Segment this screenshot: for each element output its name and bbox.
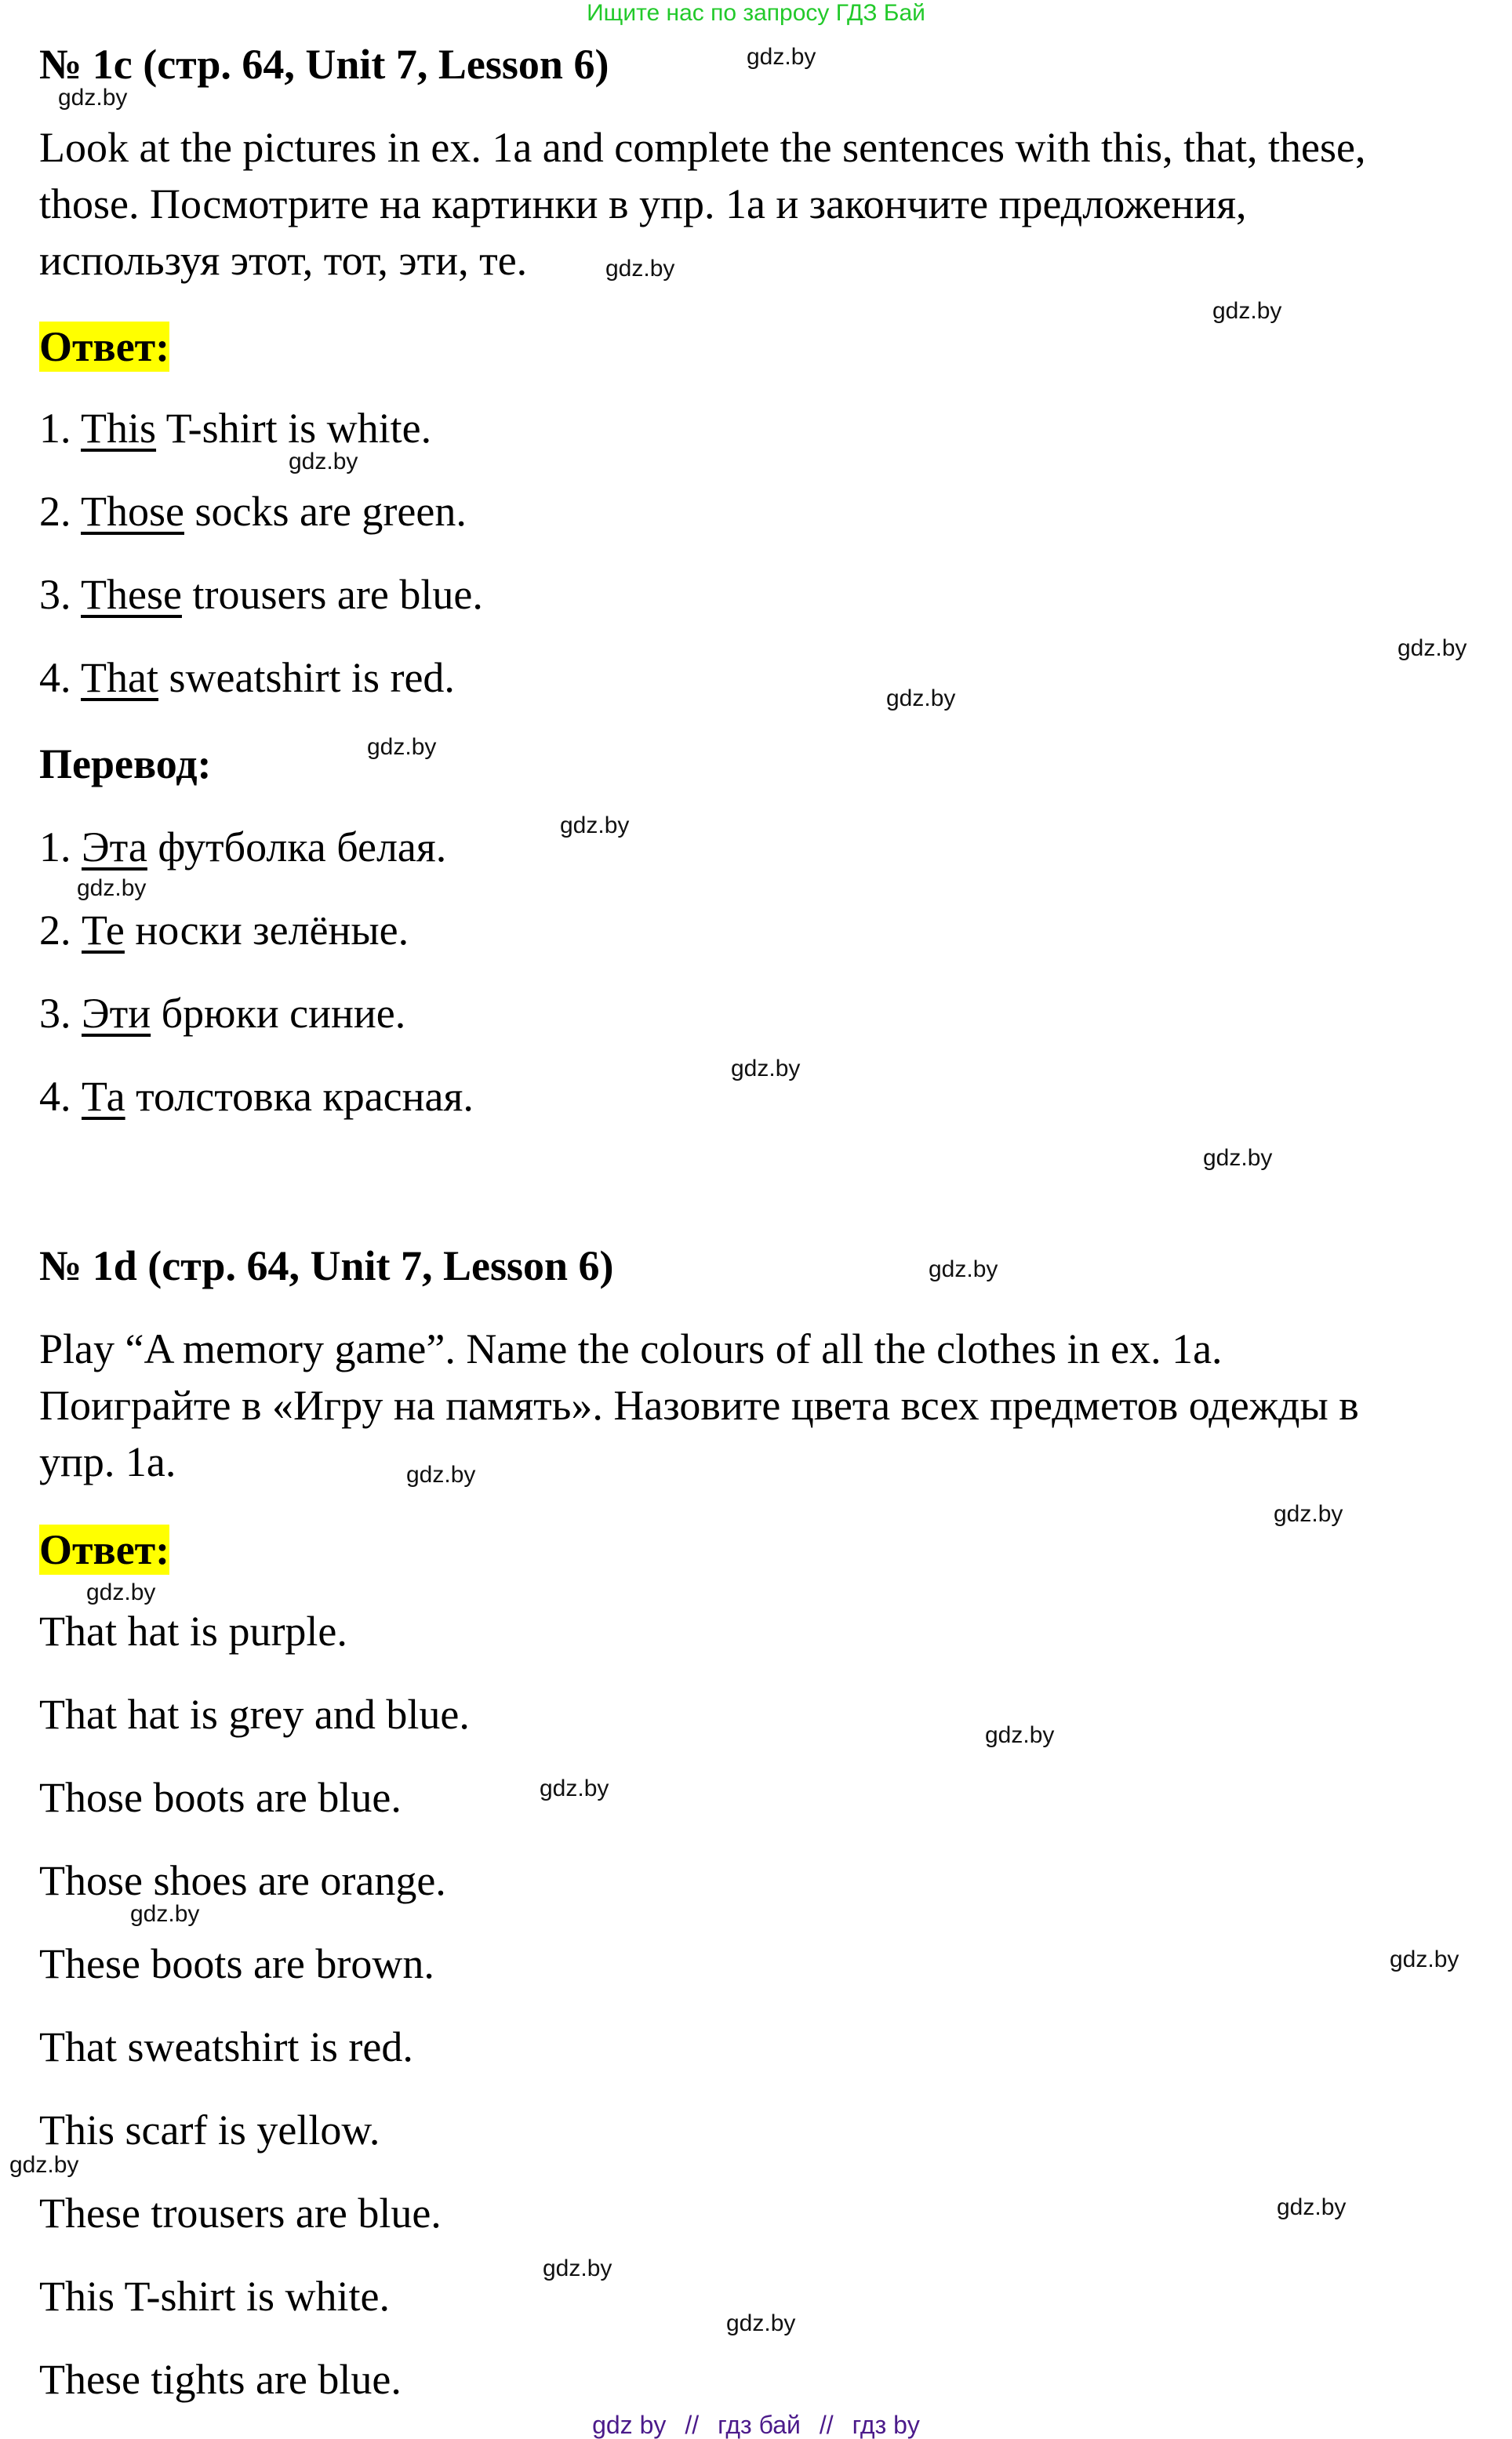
item-number: 4. xyxy=(39,654,71,701)
watermark: gdz.by xyxy=(726,2310,796,2336)
watermark: gdz.by xyxy=(731,1056,801,1081)
instruction-line: Look at the pictures in ex. 1a and complete the sentences with this, that, these, xyxy=(39,124,1366,171)
answer-item: These trousers are blue. xyxy=(39,2190,442,2237)
item-text: sweatshirt is red. xyxy=(158,654,455,701)
answer-item xyxy=(39,652,455,703)
translation-label: Перевод: xyxy=(39,740,212,787)
underlined-word: Те xyxy=(82,907,125,954)
search-banner-link[interactable]: Ищите нас по запросу ГДЗ Бай xyxy=(587,0,925,26)
underlined-word: Those xyxy=(81,488,184,535)
item-number: 1. xyxy=(39,405,71,452)
item-text: trousers are blue. xyxy=(181,571,483,618)
translation-item xyxy=(39,1071,474,1121)
watermark: gdz.by xyxy=(985,1722,1055,1748)
answer-item: Those boots are blue. xyxy=(39,1774,402,1821)
answer-label-1d: Ответ: xyxy=(39,1526,170,1573)
underlined-word: Та xyxy=(82,1073,125,1120)
underlined-word: Эти xyxy=(82,990,151,1037)
answer-label-1c: Ответ: xyxy=(39,323,170,370)
answer-item: This T-shirt is white. xyxy=(39,2273,391,2320)
watermark: gdz.by xyxy=(1390,1946,1459,1972)
exercise-1d-heading: № 1d (стр. 64, Unit 7, Lesson 6) xyxy=(39,1242,614,1289)
item-number: 1. xyxy=(39,823,71,871)
footer-link-gdz-by[interactable]: gdz by xyxy=(592,2411,667,2439)
watermark: gdz.by xyxy=(886,685,956,711)
item-number: 2. xyxy=(39,488,71,535)
answer-item: Those shoes are orange. xyxy=(39,1857,446,1904)
item-number: 4. xyxy=(39,1073,71,1120)
watermark: gdz.by xyxy=(289,449,358,474)
watermark: gdz.by xyxy=(406,1462,476,1488)
instruction-line: Play “A memory game”. Name the colours of all the clothes in ex. 1a. xyxy=(39,1325,1223,1372)
answer-item: That sweatshirt is red. xyxy=(39,2023,413,2070)
item-text: брюки синие. xyxy=(151,990,406,1037)
translation-item xyxy=(39,822,446,872)
answer-item: These tights are blue. xyxy=(39,2356,402,2403)
watermark: gdz.by xyxy=(1277,2194,1347,2220)
item-text: толстовка красная. xyxy=(125,1073,474,1120)
answer-item: That hat is grey and blue. xyxy=(39,1691,470,1738)
footer-separator: // xyxy=(819,2411,834,2439)
watermark: gdz.by xyxy=(86,1579,156,1605)
watermark: gdz.by xyxy=(1203,1145,1273,1171)
watermark: gdz.by xyxy=(605,256,675,282)
underlined-word: This xyxy=(81,405,157,452)
exercise-1c-instruction xyxy=(39,119,1498,289)
underlined-word: Эта xyxy=(82,823,147,871)
watermark: gdz.by xyxy=(1398,635,1467,661)
item-number: 3. xyxy=(39,571,71,618)
instruction-line: используя этот, тот, эти, те. xyxy=(39,237,528,284)
underlined-word: These xyxy=(81,571,182,618)
watermark: gdz.by xyxy=(1274,1501,1343,1527)
answer-item: These boots are brown. xyxy=(39,1940,434,1987)
exercise-1c-heading: № 1c (стр. 64, Unit 7, Lesson 6) xyxy=(39,41,609,88)
watermark: gdz.by xyxy=(9,2152,79,2178)
answer-item: That hat is purple. xyxy=(39,1608,347,1655)
watermark: gdz.by xyxy=(77,875,147,901)
watermark: gdz.by xyxy=(130,1901,200,1927)
answer-item xyxy=(39,486,467,536)
watermark: gdz.by xyxy=(1212,298,1282,324)
footer-link-gdz-by-cyr[interactable]: гдз by xyxy=(852,2411,920,2439)
watermark: gdz.by xyxy=(560,812,630,838)
watermark: gdz.by xyxy=(367,734,437,760)
footer-link-gdz-bai[interactable]: гдз бай xyxy=(718,2411,801,2439)
item-text: socks are green. xyxy=(184,488,467,535)
instruction-line: Поиграйте в «Игру на память». Назовите цвета всех предметов одежды в xyxy=(39,1382,1359,1429)
answer-item xyxy=(39,403,431,453)
item-number: 3. xyxy=(39,990,71,1037)
footer-links xyxy=(0,2412,1512,2437)
item-text: футболка белая. xyxy=(147,823,447,871)
item-text: носки зелёные. xyxy=(124,907,409,954)
instruction-line: упр. 1a. xyxy=(39,1438,176,1485)
watermark: gdz.by xyxy=(543,2255,612,2281)
item-number: 2. xyxy=(39,907,71,954)
exercise-1d-instruction xyxy=(39,1321,1498,1490)
watermark: gdz.by xyxy=(747,44,816,70)
translation-item xyxy=(39,988,405,1038)
underlined-word: That xyxy=(81,654,158,701)
footer-separator: // xyxy=(685,2411,700,2439)
instruction-line: those. Посмотрите на картинки в упр. 1a и закончите предложения, xyxy=(39,180,1247,227)
translation-item xyxy=(39,905,409,955)
watermark: gdz.by xyxy=(929,1256,998,1282)
watermark: gdz.by xyxy=(540,1776,609,1801)
answer-item xyxy=(39,569,483,620)
watermark: gdz.by xyxy=(58,85,128,111)
item-text: T-shirt is white. xyxy=(156,405,432,452)
answer-item: This scarf is yellow. xyxy=(39,2106,380,2154)
